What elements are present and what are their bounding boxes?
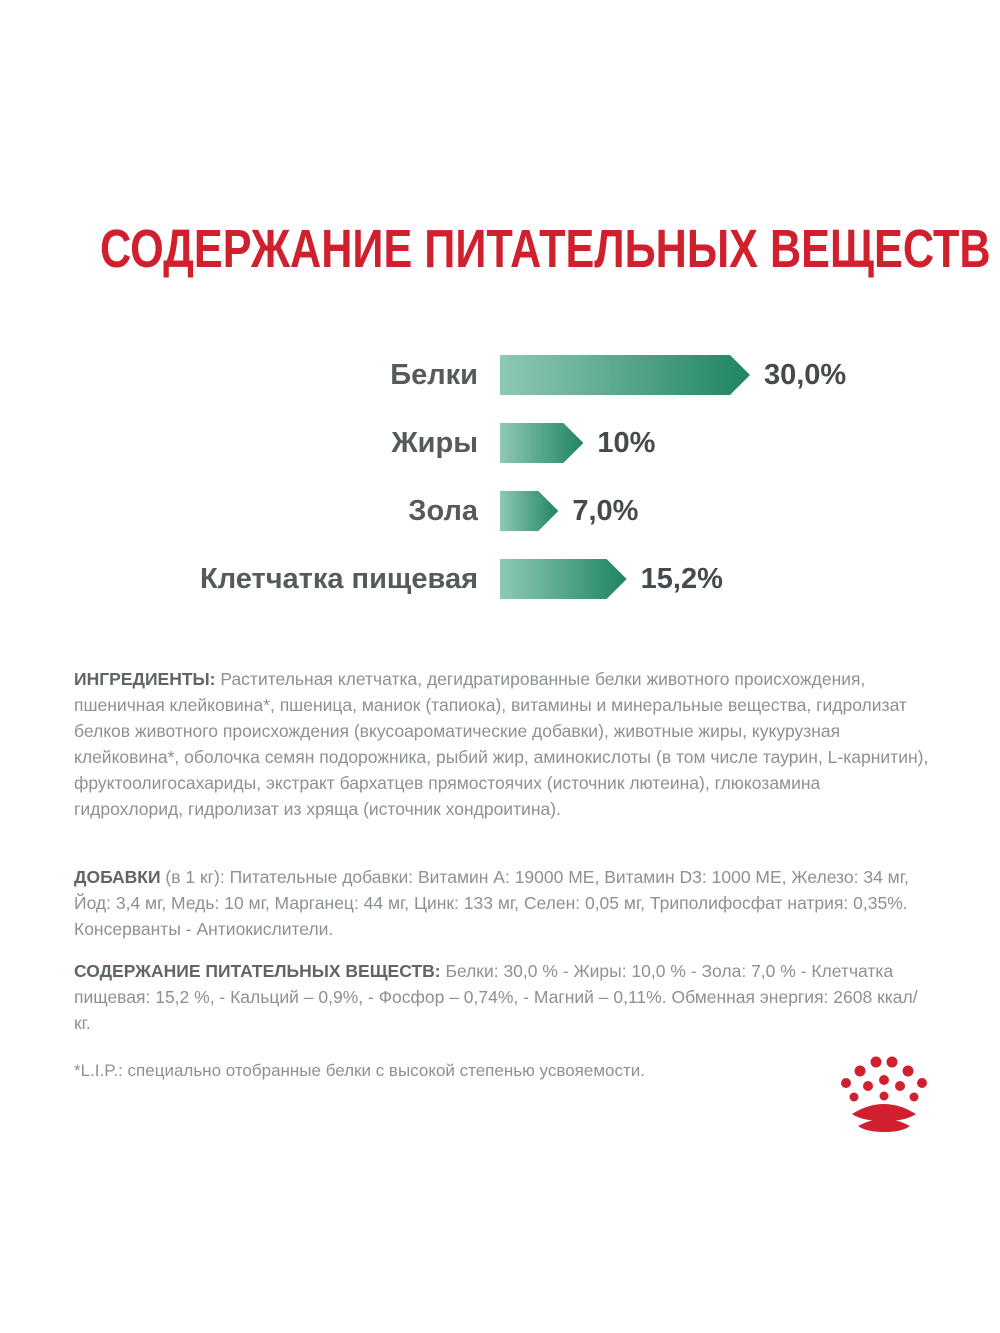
nutrients-paragraph bbox=[74, 958, 934, 1036]
category-label: Зола bbox=[408, 495, 478, 527]
nutrients-heading: СОДЕРЖАНИЕ ПИТАТЕЛЬНЫХ ВЕЩЕСТВ: bbox=[74, 961, 441, 981]
value-label: 10% bbox=[597, 427, 656, 459]
ingredients-text: Растительная клетчатка, дегидратированные белки животного происхождения, пшеничная клейковина*, пшеница, маниок (тапиока), витамины и минеральные вещества, гидролизат белков животного происхождения (вкусоароматические добавки), животные жиры, кукурузная клейковина*, оболочка семян подорожника, рыбий жир, аминокислоты (в том числе таурин, L-карнитин), фруктоолигосахариды, экстракт бархатцев прямостоячих (источник лютеина), глюкозамина гидрохлорид, гидролизат из хряща (источник хондроитина). bbox=[74, 669, 929, 819]
ingredients-paragraph bbox=[74, 666, 934, 822]
nutrients-text: Белки: 30,0 % - Жиры: 10,0 % - Зола: 7,0 % - Клетчатка пищевая: 15,2 %, - Кальций – 0,9%, - Фосфор – 0,74%, - Магний – 0,11%. Обменная энергия: 2608 ккал/кг. bbox=[74, 961, 918, 1033]
chart-row bbox=[0, 421, 1000, 465]
page-title: СОДЕРЖАНИЕ ПИТАТЕЛЬНЫХ ВЕЩЕСТВ bbox=[100, 219, 991, 279]
additives-heading: ДОБАВКИ bbox=[74, 867, 161, 887]
bar-4 bbox=[500, 559, 629, 599]
category-label: Жиры bbox=[391, 427, 478, 459]
ingredients-heading: ИНГРЕДИЕНТЫ: bbox=[74, 669, 216, 689]
chart-row bbox=[0, 557, 1000, 601]
value-label: 15,2% bbox=[640, 563, 723, 595]
value-label: 7,0% bbox=[572, 495, 639, 527]
chart-row bbox=[0, 489, 1000, 533]
bar-3 bbox=[500, 491, 560, 531]
crown-icon bbox=[832, 1050, 940, 1142]
additives-paragraph bbox=[74, 864, 934, 942]
value-label: 30,0% bbox=[763, 359, 847, 391]
bar-shape bbox=[500, 423, 583, 463]
bar-shape bbox=[500, 559, 627, 599]
bar-2 bbox=[500, 423, 585, 463]
bar-shape bbox=[500, 491, 558, 531]
category-label: Белки bbox=[390, 359, 478, 391]
category-label: Клетчатка пищевая bbox=[200, 563, 478, 595]
bar-1 bbox=[500, 355, 752, 395]
bar-shape bbox=[500, 355, 750, 395]
additives-text: (в 1 кг): Питательные добавки: Витамин А: 19000 МЕ, Витамин D3: 1000 МЕ, Железо: 34 мг, Йод: 3,4 мг, Медь: 10 мг, Марганец: 44 мг, Цинк: 133 мг, Селен: 0,05 мг, Триполифосфат натрия: 0,35%. Консерванты - Антиокислители. bbox=[74, 867, 909, 939]
footnote: *L.I.P.: специально отобранные белки с высокой степенью усвояемости. bbox=[74, 1061, 645, 1080]
chart-row bbox=[0, 353, 1000, 397]
